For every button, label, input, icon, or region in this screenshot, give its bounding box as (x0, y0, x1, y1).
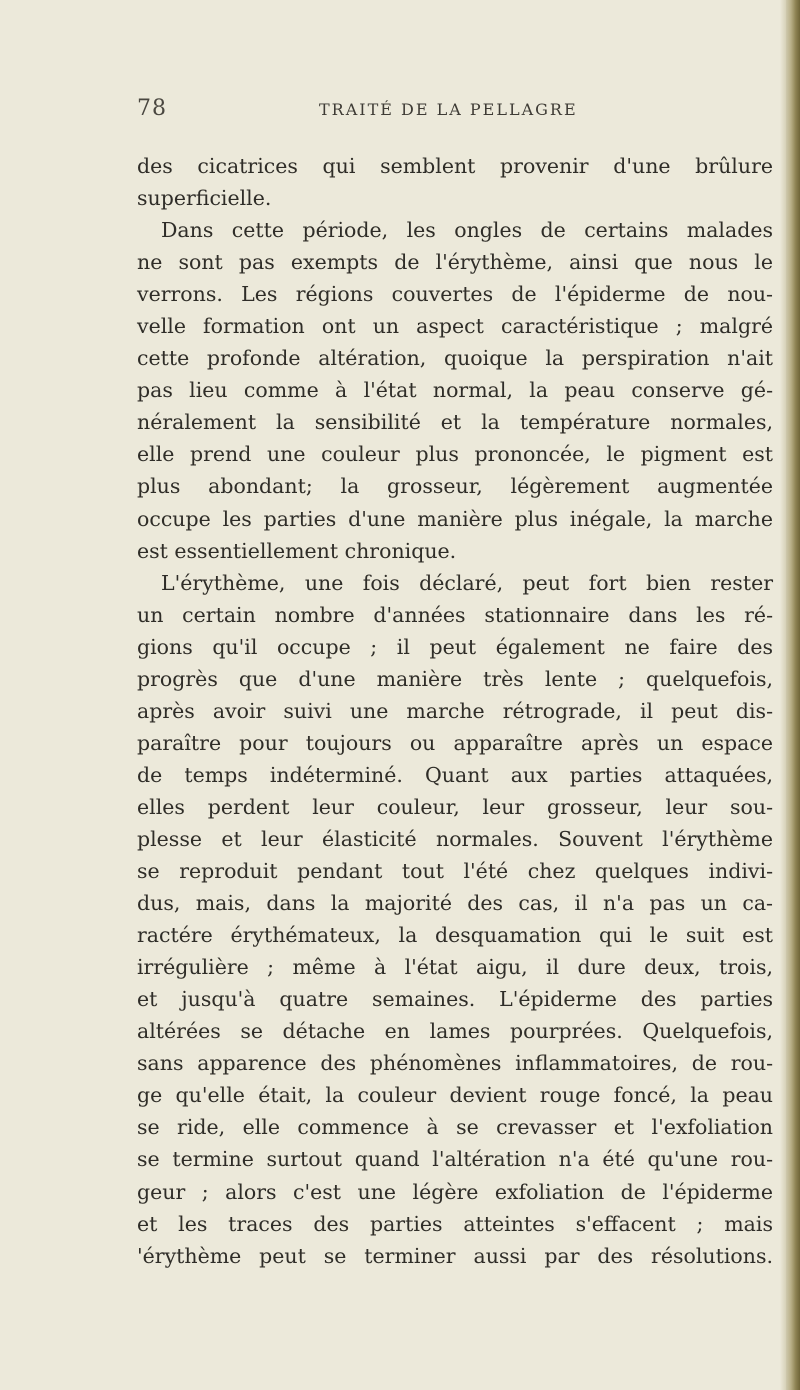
page-edge (786, 0, 800, 1390)
text-line: néralement la sensibilité et la température normales, (137, 410, 773, 435)
text-line: velle formation ont un aspect caractéristique ; malgré (137, 314, 773, 339)
text-line: elles perdent leur couleur, leur grosseur, leur sou- (137, 794, 773, 819)
text-line: cette profonde altération, quoique la perspiration n'ait (137, 346, 773, 371)
text-line: altérées se détache en lames pourprées. Quelquefois, (137, 1019, 773, 1044)
page-number: 78 (137, 96, 167, 121)
running-head (137, 96, 657, 124)
text-line: se reproduit pendant tout l'été chez quelques indivi- (137, 859, 773, 884)
text-line: sans apparence des phénomènes inflammatoires, de rou- (137, 1051, 773, 1076)
text-line: dus, mais, dans la majorité des cas, il n'a pas un ca- (137, 891, 773, 916)
text-line: ractére érythémateux, la desquamation qui le suit est (137, 923, 773, 948)
text-line: irrégulière ; même à l'état aigu, il dure deux, trois, (137, 955, 773, 980)
text-line: et les traces des parties atteintes s'effacent ; mais (137, 1211, 773, 1236)
text-line: Dans cette période, les ongles de certains malades (161, 218, 773, 243)
text-line: est essentiellement chronique. (137, 538, 457, 563)
text-line: ne sont pas exempts de l'érythème, ainsi que nous le (137, 250, 773, 275)
text-line: après avoir suivi une marche rétrograde, il peut dis- (137, 698, 773, 723)
text-line: un certain nombre d'années stationnaire dans les ré- (137, 602, 773, 627)
text-line: plus abondant; la grosseur, légèrement augmentée (137, 474, 773, 499)
running-title: TRAITÉ DE LA PELLAGRE (319, 100, 578, 119)
text-line: de temps indéterminé. Quant aux parties attaquées, (137, 762, 773, 787)
text-line: et jusqu'à quatre semaines. L'épiderme des parties (137, 987, 773, 1012)
text-line: paraître pour toujours ou apparaître après un espace (137, 730, 773, 755)
text-line: pas lieu comme à l'état normal, la peau conserve gé- (137, 378, 773, 403)
text-line: se ride, elle commence à se crevasser et l'exfoliation (137, 1115, 773, 1140)
text-line: geur ; alors c'est une légère exfoliation de l'épiderme (137, 1179, 773, 1204)
body-text (137, 150, 773, 1272)
text-line: 'érythème peut se terminer aussi par des résolutions. (137, 1243, 773, 1268)
text-line: elle prend une couleur plus prononcée, le pigment est (137, 442, 773, 467)
text-line: plesse et leur élasticité normales. Souvent l'érythème (137, 826, 773, 851)
text-line: superficielle. (137, 186, 272, 211)
text-line: L'érythème, une fois déclaré, peut fort bien rester (161, 570, 773, 595)
text-line: se termine surtout quand l'altération n'a été qu'une rou- (137, 1147, 773, 1172)
text-line: verrons. Les régions couvertes de l'épiderme de nou- (137, 282, 773, 307)
text-line: des cicatrices qui semblent provenir d'une brûlure (137, 154, 773, 178)
text-line: gions qu'il occupe ; il peut également ne faire des (137, 634, 773, 659)
text-line: ge qu'elle était, la couleur devient rouge foncé, la peau (137, 1083, 773, 1108)
text-line: progrès que d'une manière très lente ; quelquefois, (137, 666, 773, 691)
text-line: occupe les parties d'une manière plus inégale, la marche (137, 506, 773, 531)
